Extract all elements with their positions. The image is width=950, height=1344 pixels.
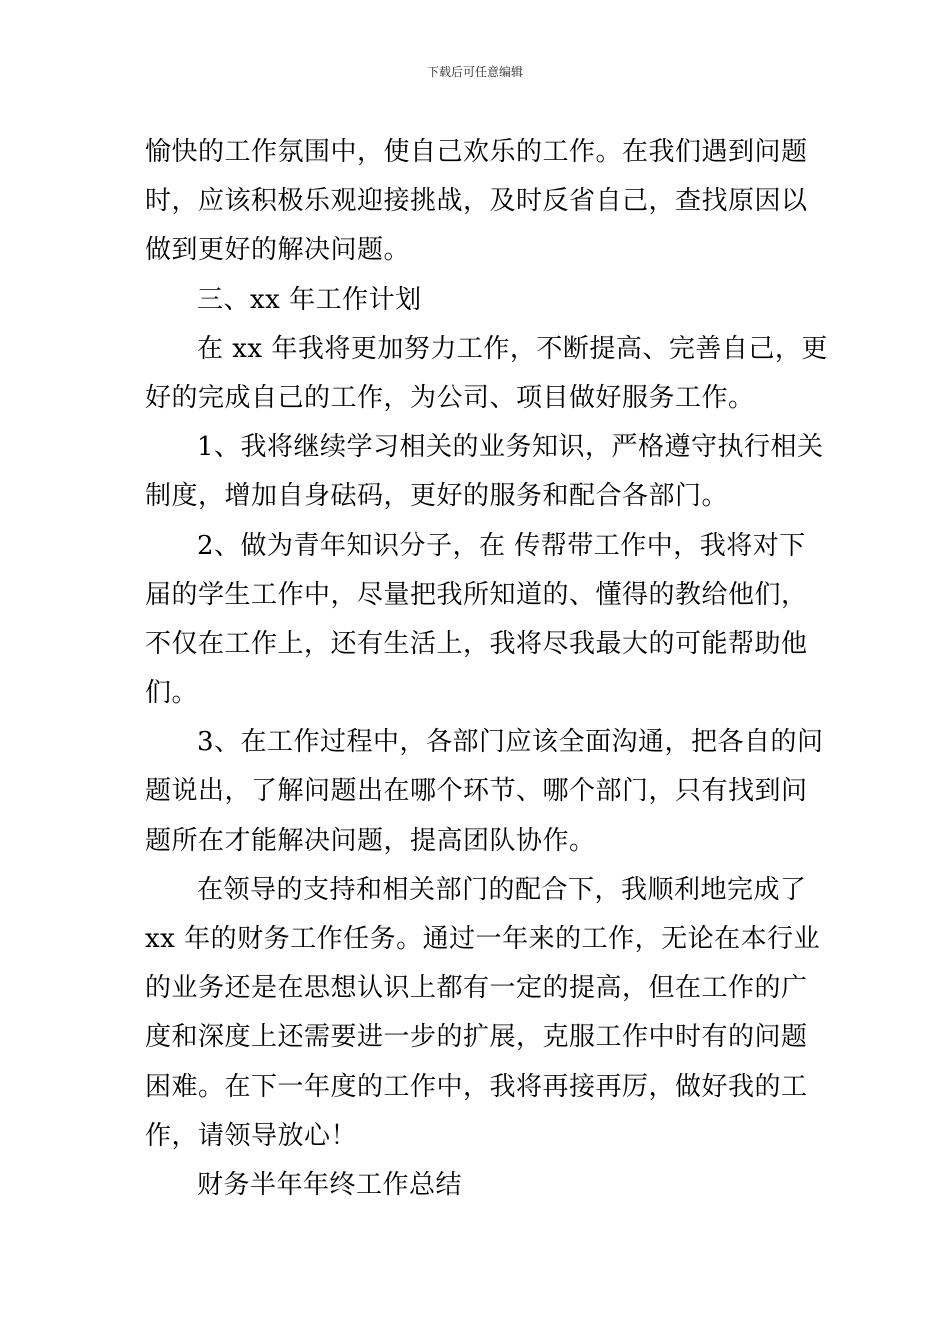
text-line: 愉快的工作氛围中，使自己欢乐的工作。在我们遇到问题 bbox=[145, 137, 808, 167]
paragraph-start: 在 xx 年我将更加努力工作，不断提高、完善自己，更 bbox=[197, 333, 828, 364]
text-line: 们。 bbox=[145, 678, 199, 709]
text-line: 困难。在下一年度的工作中，我将再接再厉，做好我的工 bbox=[145, 1071, 808, 1102]
text-line: 好的完成自己的工作，为公司、项目做好服务工作。 bbox=[145, 382, 755, 413]
text-line: 制度，增加自身砝码，更好的服务和配合各部门。 bbox=[145, 481, 729, 512]
paragraph-start: 在领导的支持和相关部门的配合下，我顺利地完成了 bbox=[197, 874, 807, 905]
text-line: 题说出，了解问题出在哪个环节、哪个部门，只有找到问 bbox=[145, 776, 808, 807]
text-line: xx 年的财务工作任务。通过一年来的工作，无论在本行业 bbox=[145, 924, 821, 954]
list-item-2-start: 2、做为青年知识分子，在 传帮带工作中，我将对下 bbox=[197, 530, 806, 561]
text-line: 不仅在工作上，还有生活上，我将尽我最大的可能帮助他 bbox=[145, 628, 808, 659]
list-item-3-start: 3、在工作过程中，各部门应该全面沟通，把各自的问 bbox=[197, 727, 824, 758]
document-body bbox=[145, 128, 828, 1210]
text-line: 做到更好的解决问题。 bbox=[145, 235, 411, 266]
text-line: 届的学生工作中，尽量把我所知道的、懂得的教给他们， bbox=[145, 579, 808, 610]
text-line: 时，应该积极乐观迎接挑战，及时反省自己，查找原因以 bbox=[145, 186, 808, 217]
list-item-1-start: 1、我将继续学习相关的业务知识，严格遵守执行相关 bbox=[197, 432, 824, 463]
text-line: 的业务还是在思想认识上都有一定的提高，但在工作的广 bbox=[145, 973, 808, 1004]
closing-title: 财务半年年终工作总结 bbox=[197, 1169, 463, 1200]
page-header: 下载后可任意编辑 bbox=[426, 65, 523, 79]
section-heading: 三、xx 年工作计划 bbox=[197, 284, 422, 315]
text-line: 作，请领导放心！ bbox=[145, 1120, 358, 1151]
text-line: 题所在才能解决问题，提高团队协作。 bbox=[145, 825, 596, 856]
text-line: 度和深度上还需要进一步的扩展，克服工作中时有的问题 bbox=[145, 1022, 808, 1053]
